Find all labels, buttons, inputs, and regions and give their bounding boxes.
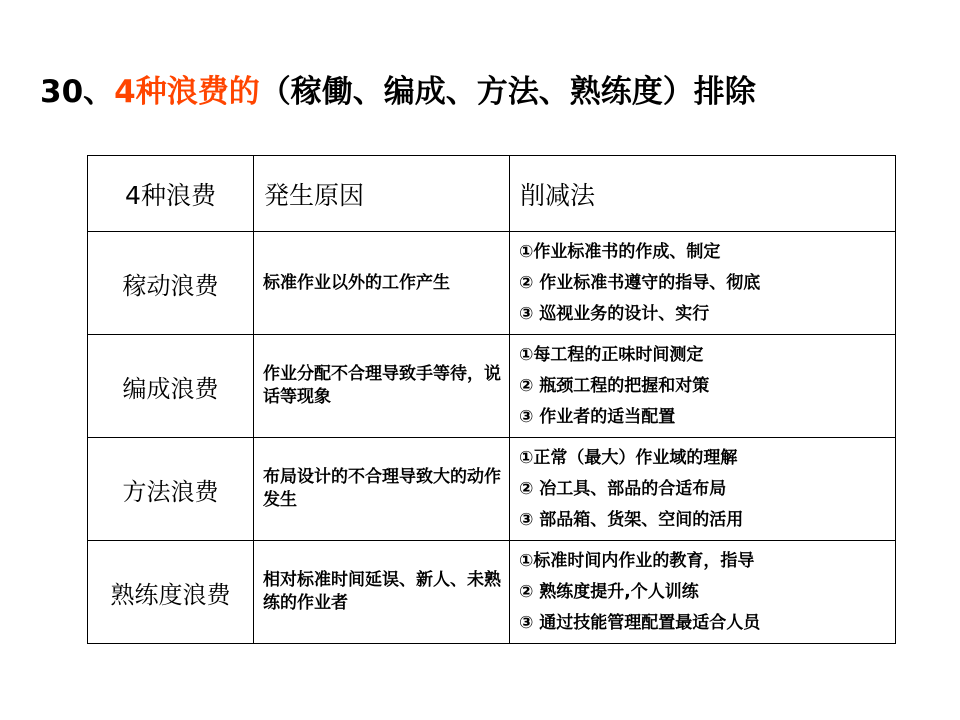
method-item: ①每工程的正味时间测定 (519, 344, 704, 365)
waste-table (87, 155, 896, 644)
table-row (88, 232, 896, 335)
method-item: ② 瓶颈工程的把握和对策 (519, 375, 710, 396)
method-item: ①作业标准书的作成、制定 (519, 241, 721, 262)
header-cause: 発生原因 (254, 156, 510, 232)
method-item: ③ 巡视业务的设计、实行 (519, 303, 710, 324)
cause-cell: 作业分配不合理导致手等待，说话等现象 (254, 335, 510, 438)
method-cell (510, 438, 896, 541)
waste-type-cell: 熟练度浪费 (88, 541, 254, 644)
cause-cell: 标准作业以外的工作产生 (254, 232, 510, 335)
method-item: ①正常（最大）作业域的理解 (519, 447, 738, 468)
title-suffix: （稼働、编成、方法、熟练度）排除 (259, 74, 756, 110)
method-item: ③ 部品箱、货架、空间的活用 (519, 509, 744, 530)
waste-type-cell: 方法浪费 (88, 438, 254, 541)
title-prefix: 30、 (40, 74, 115, 110)
waste-type-cell: 稼动浪费 (88, 232, 254, 335)
method-item: ② 作业标准书遵守的指导、彻底 (519, 272, 761, 293)
method-cell (510, 541, 896, 644)
waste-type-cell: 编成浪费 (88, 335, 254, 438)
table-header-row (88, 156, 896, 232)
table-row (88, 438, 896, 541)
method-item: ③ 通过技能管理配置最适合人员 (519, 612, 761, 633)
method-cell (510, 335, 896, 438)
cause-cell: 布局设计的不合理导致大的动作发生 (254, 438, 510, 541)
table-row (88, 541, 896, 644)
header-waste-type: 4种浪费 (88, 156, 254, 232)
cause-cell: 相对标准时间延误、新人、未熟练的作业者 (254, 541, 510, 644)
table-row (88, 335, 896, 438)
method-cell (510, 232, 896, 335)
method-item: ①标准时间内作业的教育，指导 (519, 550, 755, 571)
title-accent: 4种浪费的 (114, 74, 260, 110)
page-title (40, 66, 756, 111)
method-item: ② 冶工具、部品的合适布局 (519, 478, 727, 499)
method-item: ③ 作业者的适当配置 (519, 406, 676, 427)
method-item: ② 熟练度提升,个人训练 (519, 581, 699, 602)
header-reduction-method: 削减法 (510, 156, 896, 232)
